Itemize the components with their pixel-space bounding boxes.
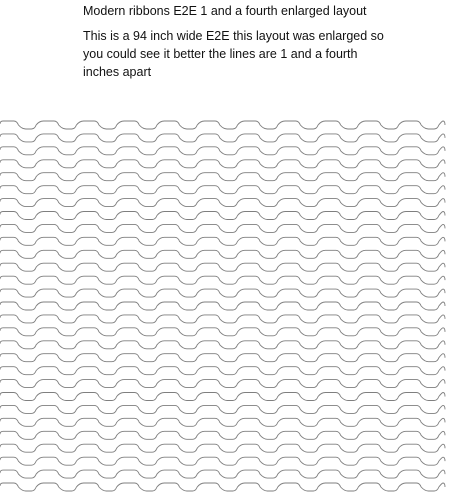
ribbon-row-line xyxy=(0,444,445,452)
description-line-1: This is a 94 inch wide E2E this layout was enlarged so xyxy=(83,29,384,43)
document-title: Modern ribbons E2E 1 and a fourth enlarged layout xyxy=(83,4,367,18)
ribbon-row-line xyxy=(0,199,445,207)
ribbon-row-line xyxy=(0,315,445,323)
ribbon-row-line xyxy=(0,212,445,220)
ribbon-row-line xyxy=(0,186,445,194)
ribbon-row-line xyxy=(0,147,445,155)
ribbon-row-line xyxy=(0,328,445,336)
ribbon-row-line xyxy=(0,160,445,168)
ribbon-row-line xyxy=(0,250,445,258)
ribbon-row-line xyxy=(0,405,445,413)
ribbon-row-line xyxy=(0,224,445,232)
ribbon-row-line xyxy=(0,431,445,439)
description-line-2: you could see it better the lines are 1 and a fourth xyxy=(83,47,358,61)
ribbon-row-line xyxy=(0,134,445,142)
ribbon-row-line xyxy=(0,276,445,284)
ribbon-row-line xyxy=(0,367,445,375)
ribbon-row-line xyxy=(0,121,445,129)
ribbon-row-line xyxy=(0,289,445,297)
ribbon-row-line xyxy=(0,173,445,181)
ribbon-row-line xyxy=(0,354,445,362)
ribbon-row-line xyxy=(0,483,445,491)
ribbon-row-line xyxy=(0,237,445,245)
ribbon-row-line xyxy=(0,341,445,349)
ribbon-row-line xyxy=(0,380,445,388)
ribbon-row-line xyxy=(0,263,445,271)
ribbon-row-line xyxy=(0,457,445,465)
description-line-3: inches apart xyxy=(83,65,152,79)
ribbon-row-line xyxy=(0,418,445,426)
ribbon-row-line xyxy=(0,393,445,401)
ribbon-row-line xyxy=(0,470,445,478)
ribbon-row-line xyxy=(0,302,445,310)
